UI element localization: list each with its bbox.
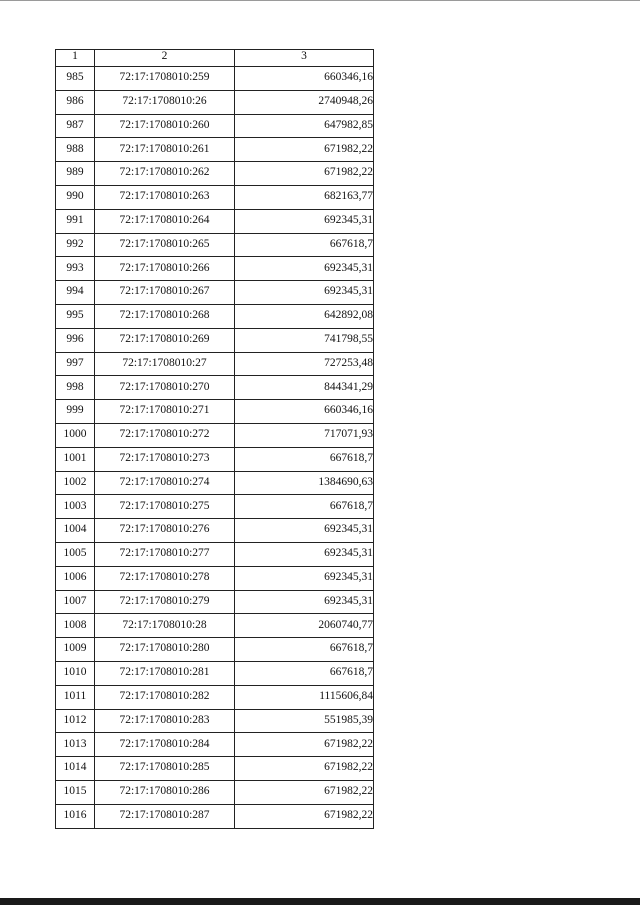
row-number-cell: 990 xyxy=(56,185,95,209)
cadastral-value-cell: 647982,85 xyxy=(235,114,374,138)
table-row xyxy=(56,757,374,781)
table-row xyxy=(56,709,374,733)
cadastral-number-cell: 72:17:1708010:283 xyxy=(95,709,235,733)
cadastral-value-table xyxy=(55,49,374,829)
row-number-cell: 998 xyxy=(56,376,95,400)
cadastral-number-cell: 72:17:1708010:26 xyxy=(95,90,235,114)
row-number-cell: 1011 xyxy=(56,685,95,709)
cadastral-value-cell: 660346,16 xyxy=(235,400,374,424)
row-number-cell: 986 xyxy=(56,90,95,114)
row-number-cell: 1008 xyxy=(56,614,95,638)
cadastral-number-cell: 72:17:1708010:264 xyxy=(95,209,235,233)
cadastral-value-cell: 671982,22 xyxy=(235,780,374,804)
table-row xyxy=(56,400,374,424)
row-number-cell: 1013 xyxy=(56,733,95,757)
scan-top-edge xyxy=(0,0,640,1)
row-number-cell: 996 xyxy=(56,328,95,352)
cadastral-value-cell: 692345,31 xyxy=(235,519,374,543)
table-row xyxy=(56,447,374,471)
table-row xyxy=(56,185,374,209)
table-row xyxy=(56,233,374,257)
cadastral-number-cell: 72:17:1708010:28 xyxy=(95,614,235,638)
cadastral-value-cell: 667618,7 xyxy=(235,661,374,685)
row-number-cell: 988 xyxy=(56,138,95,162)
cadastral-value-cell: 660346,16 xyxy=(235,67,374,91)
cadastral-number-cell: 72:17:1708010:280 xyxy=(95,638,235,662)
cadastral-number-cell: 72:17:1708010:286 xyxy=(95,780,235,804)
cadastral-value-cell: 671982,22 xyxy=(235,162,374,186)
cadastral-value-cell: 692345,31 xyxy=(235,590,374,614)
table-row xyxy=(56,90,374,114)
table-row xyxy=(56,304,374,328)
table-row xyxy=(56,685,374,709)
column-header-number: 1 xyxy=(56,50,95,67)
row-number-cell: 1000 xyxy=(56,423,95,447)
table-row xyxy=(56,804,374,828)
cadastral-number-cell: 72:17:1708010:265 xyxy=(95,233,235,257)
table-row xyxy=(56,661,374,685)
row-number-cell: 1015 xyxy=(56,780,95,804)
table-row xyxy=(56,495,374,519)
row-number-cell: 1005 xyxy=(56,542,95,566)
column-header-cadastral-value: 3 xyxy=(235,50,374,67)
table-row xyxy=(56,423,374,447)
table-row xyxy=(56,114,374,138)
cadastral-value-cell: 551985,39 xyxy=(235,709,374,733)
table-row xyxy=(56,209,374,233)
cadastral-number-cell: 72:17:1708010:282 xyxy=(95,685,235,709)
cadastral-number-cell: 72:17:1708010:273 xyxy=(95,447,235,471)
table-row xyxy=(56,138,374,162)
table-row xyxy=(56,376,374,400)
row-number-cell: 1007 xyxy=(56,590,95,614)
cadastral-value-cell: 717071,93 xyxy=(235,423,374,447)
cadastral-value-cell: 671982,22 xyxy=(235,733,374,757)
row-number-cell: 1001 xyxy=(56,447,95,471)
row-number-cell: 1004 xyxy=(56,519,95,543)
cadastral-number-cell: 72:17:1708010:272 xyxy=(95,423,235,447)
row-number-cell: 1003 xyxy=(56,495,95,519)
cadastral-value-cell: 727253,48 xyxy=(235,352,374,376)
cadastral-number-cell: 72:17:1708010:260 xyxy=(95,114,235,138)
cadastral-value-cell: 692345,31 xyxy=(235,257,374,281)
table-row xyxy=(56,162,374,186)
cadastral-number-cell: 72:17:1708010:285 xyxy=(95,757,235,781)
cadastral-value-cell: 671982,22 xyxy=(235,804,374,828)
table-header xyxy=(56,50,374,67)
row-number-cell: 992 xyxy=(56,233,95,257)
cadastral-number-cell: 72:17:1708010:261 xyxy=(95,138,235,162)
cadastral-number-cell: 72:17:1708010:263 xyxy=(95,185,235,209)
table-row xyxy=(56,780,374,804)
cadastral-value-cell: 844341,29 xyxy=(235,376,374,400)
table-row xyxy=(56,67,374,91)
cadastral-number-cell: 72:17:1708010:278 xyxy=(95,566,235,590)
row-number-cell: 985 xyxy=(56,67,95,91)
cadastral-number-cell: 72:17:1708010:271 xyxy=(95,400,235,424)
cadastral-value-cell: 671982,22 xyxy=(235,138,374,162)
cadastral-number-cell: 72:17:1708010:274 xyxy=(95,471,235,495)
cadastral-value-cell: 2060740,77 xyxy=(235,614,374,638)
cadastral-value-cell: 667618,7 xyxy=(235,233,374,257)
cadastral-number-cell: 72:17:1708010:279 xyxy=(95,590,235,614)
row-number-cell: 987 xyxy=(56,114,95,138)
table-row xyxy=(56,566,374,590)
cadastral-number-cell: 72:17:1708010:268 xyxy=(95,304,235,328)
cadastral-number-cell: 72:17:1708010:267 xyxy=(95,281,235,305)
table-row xyxy=(56,519,374,543)
table-row xyxy=(56,614,374,638)
table-row xyxy=(56,257,374,281)
cadastral-number-cell: 72:17:1708010:27 xyxy=(95,352,235,376)
table-row xyxy=(56,590,374,614)
cadastral-number-cell: 72:17:1708010:259 xyxy=(95,67,235,91)
table-row xyxy=(56,471,374,495)
cadastral-value-cell: 2740948,26 xyxy=(235,90,374,114)
row-number-cell: 993 xyxy=(56,257,95,281)
column-header-cadastral-number: 2 xyxy=(95,50,235,67)
row-number-cell: 1014 xyxy=(56,757,95,781)
cadastral-value-cell: 667618,7 xyxy=(235,495,374,519)
scan-bottom-edge xyxy=(0,898,640,905)
row-number-cell: 1010 xyxy=(56,661,95,685)
row-number-cell: 994 xyxy=(56,281,95,305)
cadastral-number-cell: 72:17:1708010:287 xyxy=(95,804,235,828)
cadastral-value-cell: 671982,22 xyxy=(235,757,374,781)
cadastral-value-cell: 741798,55 xyxy=(235,328,374,352)
table-row xyxy=(56,281,374,305)
table-row xyxy=(56,352,374,376)
row-number-cell: 997 xyxy=(56,352,95,376)
cadastral-value-cell: 692345,31 xyxy=(235,566,374,590)
cadastral-number-cell: 72:17:1708010:266 xyxy=(95,257,235,281)
row-number-cell: 1006 xyxy=(56,566,95,590)
cadastral-number-cell: 72:17:1708010:270 xyxy=(95,376,235,400)
cadastral-number-cell: 72:17:1708010:262 xyxy=(95,162,235,186)
row-number-cell: 1012 xyxy=(56,709,95,733)
table-row xyxy=(56,328,374,352)
cadastral-value-cell: 692345,31 xyxy=(235,209,374,233)
cadastral-value-cell: 692345,31 xyxy=(235,281,374,305)
cadastral-number-cell: 72:17:1708010:275 xyxy=(95,495,235,519)
table-row xyxy=(56,638,374,662)
table-body xyxy=(56,67,374,829)
cadastral-number-cell: 72:17:1708010:284 xyxy=(95,733,235,757)
cadastral-value-cell: 682163,77 xyxy=(235,185,374,209)
row-number-cell: 1016 xyxy=(56,804,95,828)
row-number-cell: 999 xyxy=(56,400,95,424)
table-row xyxy=(56,733,374,757)
row-number-cell: 1009 xyxy=(56,638,95,662)
cadastral-number-cell: 72:17:1708010:276 xyxy=(95,519,235,543)
cadastral-value-cell: 642892,08 xyxy=(235,304,374,328)
row-number-cell: 995 xyxy=(56,304,95,328)
row-number-cell: 989 xyxy=(56,162,95,186)
header-row xyxy=(56,50,374,67)
cadastral-value-cell: 1115606,84 xyxy=(235,685,374,709)
row-number-cell: 991 xyxy=(56,209,95,233)
cadastral-value-cell: 667618,7 xyxy=(235,638,374,662)
cadastral-number-cell: 72:17:1708010:277 xyxy=(95,542,235,566)
cadastral-value-cell: 692345,31 xyxy=(235,542,374,566)
cadastral-value-cell: 1384690,63 xyxy=(235,471,374,495)
table-row xyxy=(56,542,374,566)
cadastral-value-cell: 667618,7 xyxy=(235,447,374,471)
cadastral-number-cell: 72:17:1708010:281 xyxy=(95,661,235,685)
row-number-cell: 1002 xyxy=(56,471,95,495)
cadastral-number-cell: 72:17:1708010:269 xyxy=(95,328,235,352)
